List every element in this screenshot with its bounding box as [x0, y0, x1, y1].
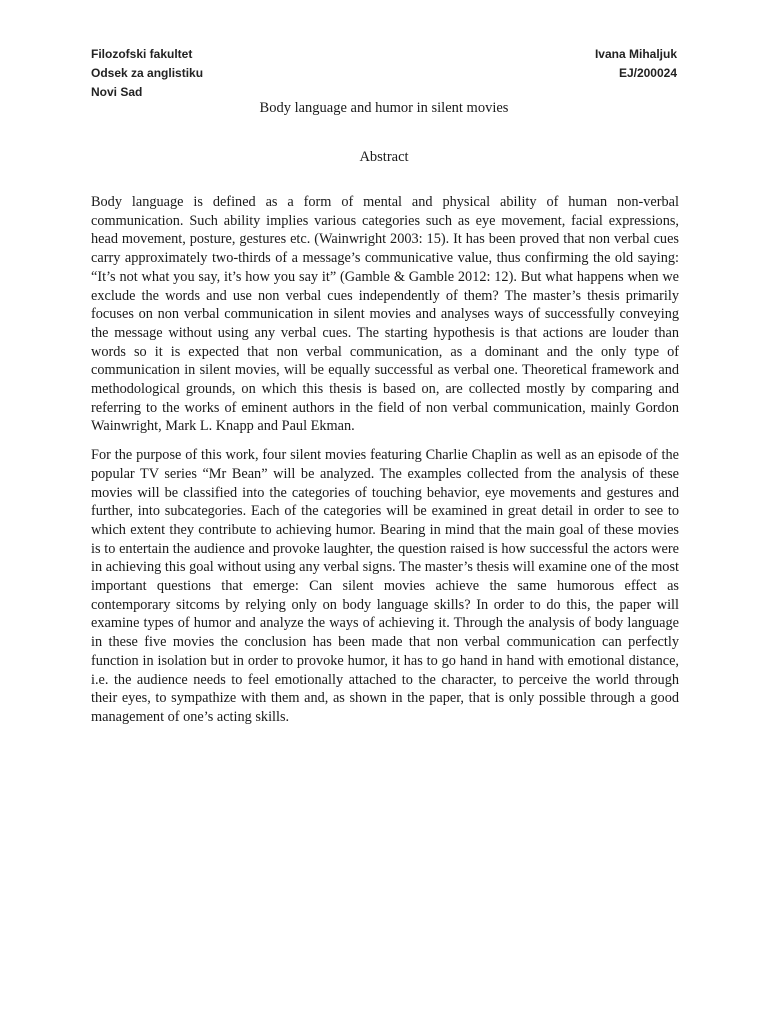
abstract-paragraph-2: For the purpose of this work, four silent movies featuring Charlie Chaplin as well as an episode of the popular TV series “Mr Bean” will be analyzed. The examples collected from the analysis of these movies will be classified into the categories of touching behavior, eye movements and gestures and further, into subcategories. Each of the categories will be examined in great detail in order to see to which extent they contribute to achieving humor. Bearing in mind that the main goal of these movies is to entertain the audience and provoke laughter, the question raised is how successful the actors were in achieving this goal without using any verbal signs. The master’s thesis will examine one of the most important questions that emerge: Can silent movies achieve the same humorous effect as contemporary sitcoms by relying only on body language skills? In order to do this, the paper will examine types of humor and analyze the ways of achieving it. Through the analysis of body language in these five movies the conclusion has been made that non verbal communication can perfectly function in isolation but in order to provoke humor, it has to go hand in hand with emotional distance, i.e. the audience needs to feel emotionally attached to the character, to perceive the world through their eyes, to sympathize with them and, as shown in the paper, that is only possible through a good management of one’s acting skills. — [91, 447, 679, 725]
department-name: Odsek za anglistiku — [91, 66, 204, 80]
document-header — [91, 45, 677, 102]
abstract-heading: Abstract — [359, 149, 409, 165]
header-institution — [91, 45, 203, 102]
document-title: Body language and humor in silent movies — [259, 100, 509, 116]
faculty-name: Filozofski fakultet — [91, 47, 193, 61]
abstract-body — [91, 193, 679, 737]
header-author — [595, 45, 677, 102]
city-name: Novi Sad — [91, 85, 143, 99]
student-id: EJ/200024 — [618, 66, 677, 80]
author-name: Ivana Mihaljuk — [594, 47, 677, 61]
abstract-paragraph-1: Body language is defined as a form of mental and physical ability of human non-verbal communication. Such ability implies various categories such as eye movement, facial expressions, head movement, posture, gestures etc. (Wainwright 2003: 15). It has been proved that non verbal cues carry approximately two-thirds of a message’s communicative value, thus confirming the old saying: “It’s not what you say, it’s how you say it” (Gamble & Gamble 2012: 12). But what happens when we exclude the words and use non verbal cues independently of them? The master’s thesis primarily focuses on non verbal communication in silent movies and analyses ways of successfully conveying the message without using any verbal cues. The starting hypothesis is that actions are louder than words so it is expected that non verbal communication, as a dominant and the only type of communication in silent movies, will be equally successful as verbal one. Theoretical framework and methodological grounds, on which this thesis is based on, are collected mostly by comparing and referring to the works of eminent authors in the field of non verbal communication, mainly Gordon Wainwright, Mark L. Knapp and Paul Ekman. — [91, 194, 679, 435]
